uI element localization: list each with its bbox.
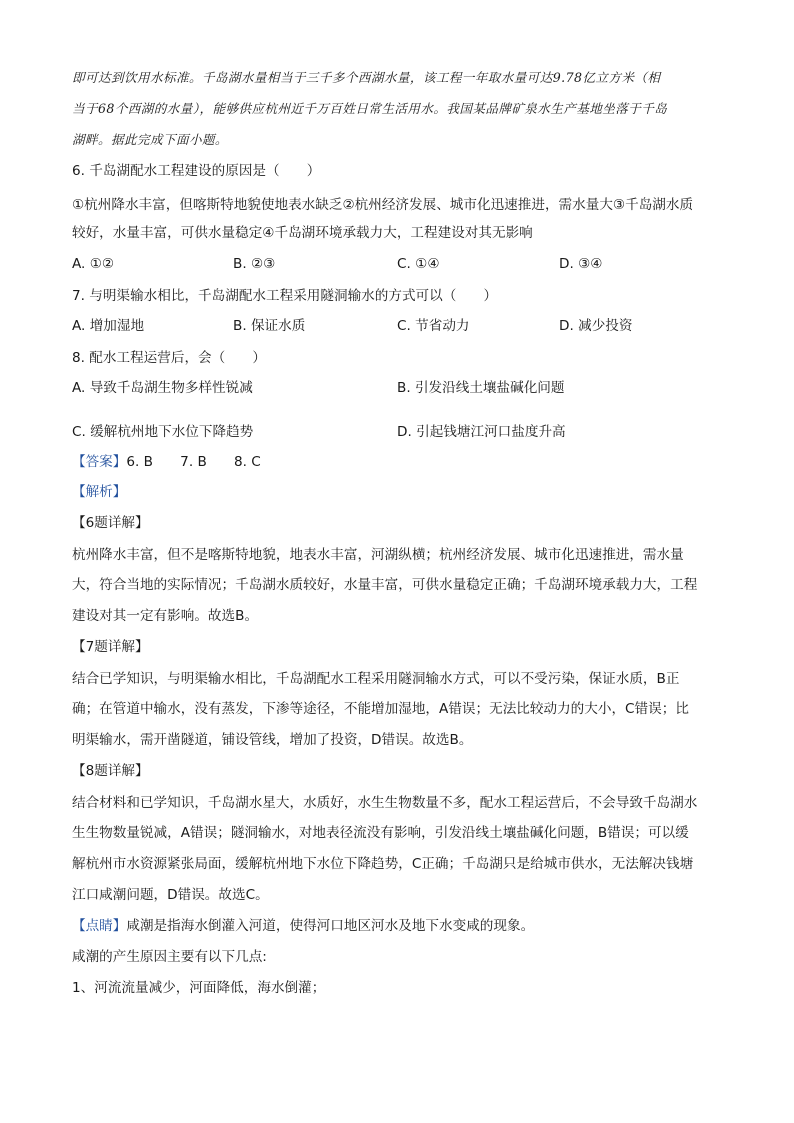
question-6-option-c: C. ①④: [397, 256, 440, 272]
question-6-desc-1: ①杭州降水丰富，但喀斯特地貌使地表水缺乏②杭州经济发展、城市化迅速推进，需水量大③千岛湖水质: [72, 197, 694, 213]
question-6-option-b: B. ②③: [233, 256, 276, 272]
detail-7-line-3: 明渠输水，需开凿隧道，铺设管线，增加了投资，D错误。故选B。: [72, 732, 473, 748]
detail-7-line-2: 确；在管道中输水，没有蒸发，下渗等途径，不能增加湿地，A错误；无法比较动力的大小，C错误；比: [72, 701, 689, 717]
detail-6-title: 【6题详解】: [72, 515, 149, 531]
question-7-option-d: D. 减少投资: [559, 318, 633, 334]
detail-7-title: 【7题详解】: [72, 639, 149, 655]
tip-line-2: 咸潮的产生原因主要有以下几点:: [72, 949, 267, 965]
detail-8-line-4: 江口咸潮问题，D错误。故选C。: [72, 887, 269, 903]
detail-8-line-1: 结合材料和已学知识，千岛湖水星大，水质好，水生生物数量不多，配水工程运营后，不会导致千岛湖水: [72, 795, 698, 811]
tip-line-3: 1、河流流量减少，河面降低，海水倒灌；: [72, 980, 326, 996]
question-8-option-b: B. 引发沿线土壤盐碱化问题: [397, 380, 565, 396]
detail-6-line-3: 建设对其一定有影响。故选B。: [72, 608, 259, 624]
intro-line-3: 湖畔。据此完成下面小题。: [72, 132, 228, 147]
question-6-desc-2: 较好，水量丰富，可供水量稳定④千岛湖环境承载力大，工程建设对其无影响: [72, 225, 533, 241]
tip-line: [72, 916, 534, 936]
analysis-tag: 【解析】: [72, 484, 127, 500]
question-8-option-d: D. 引起钱塘江河口盐度升高: [397, 424, 566, 440]
intro-line-1: 即可达到饮用水标准。千岛湖水量相当于三千多个西湖水量，该工程一年取水量可达9.78亿立方米（相: [72, 70, 661, 85]
question-8-option-c: C. 缓解杭州地下水位下降趋势: [72, 424, 254, 440]
question-7-option-a: A. 增加湿地: [72, 318, 145, 334]
answer-line: [72, 452, 261, 472]
detail-8-title: 【8题详解】: [72, 763, 149, 779]
answer-text: 6. B 7. B 8. C: [126, 454, 261, 470]
question-7-option-b: B. 保证水质: [233, 318, 306, 334]
detail-6-line-2: 大，符合当地的实际情况；千岛湖水质较好，水量丰富，可供水量稳定正确；千岛湖环境承载力大，工程: [72, 577, 698, 593]
tip-tag: 【点睛】: [72, 918, 127, 934]
question-6-option-a: A. ①②: [72, 256, 115, 272]
detail-7-line-1: 结合已学知识，与明渠输水相比，千岛湖配水工程采用隧洞输水方式，可以不受污染，保证水质，B正: [72, 671, 680, 687]
question-7-stem: 7. 与明渠输水相比，千岛湖配水工程采用隧洞输水的方式可以（ ）: [72, 288, 498, 304]
question-8-stem: 8. 配水工程运营后，会（ ）: [72, 350, 267, 366]
intro-line-2: 当于68个西湖的水量），能够供应杭州近千万百姓日常生活用水。我国某品牌矿泉水生产基地坐落于千岛: [72, 101, 668, 116]
tip-text: 咸潮是指海水倒灌入河道，使得河口地区河水及地下水变咸的现象。: [126, 918, 535, 934]
question-8-option-a: A. 导致千岛湖生物多样性锐减: [72, 380, 253, 396]
detail-8-line-2: 生生物数量锐减，A错误；隧洞输水，对地表径流没有影响，引发沿线土壤盐碱化问题，B错误；可以缓: [72, 825, 689, 841]
answer-tag: 【答案】: [72, 454, 127, 470]
detail-6-line-1: 杭州降水丰富，但不是喀斯特地貌，地表水丰富，河湖纵横；杭州经济发展、城市化迅速推进，需水量: [72, 547, 684, 563]
question-6-stem: 6. 千岛湖配水工程建设的原因是（ ）: [72, 163, 321, 179]
detail-8-line-3: 解杭州市水资源紧张局面，缓解杭州地下水位下降趋势，C正确；千岛湖只是给城市供水，无法解决钱塘: [72, 856, 694, 872]
question-6-option-d: D. ③④: [559, 256, 603, 272]
question-7-option-c: C. 节省动力: [397, 318, 470, 334]
